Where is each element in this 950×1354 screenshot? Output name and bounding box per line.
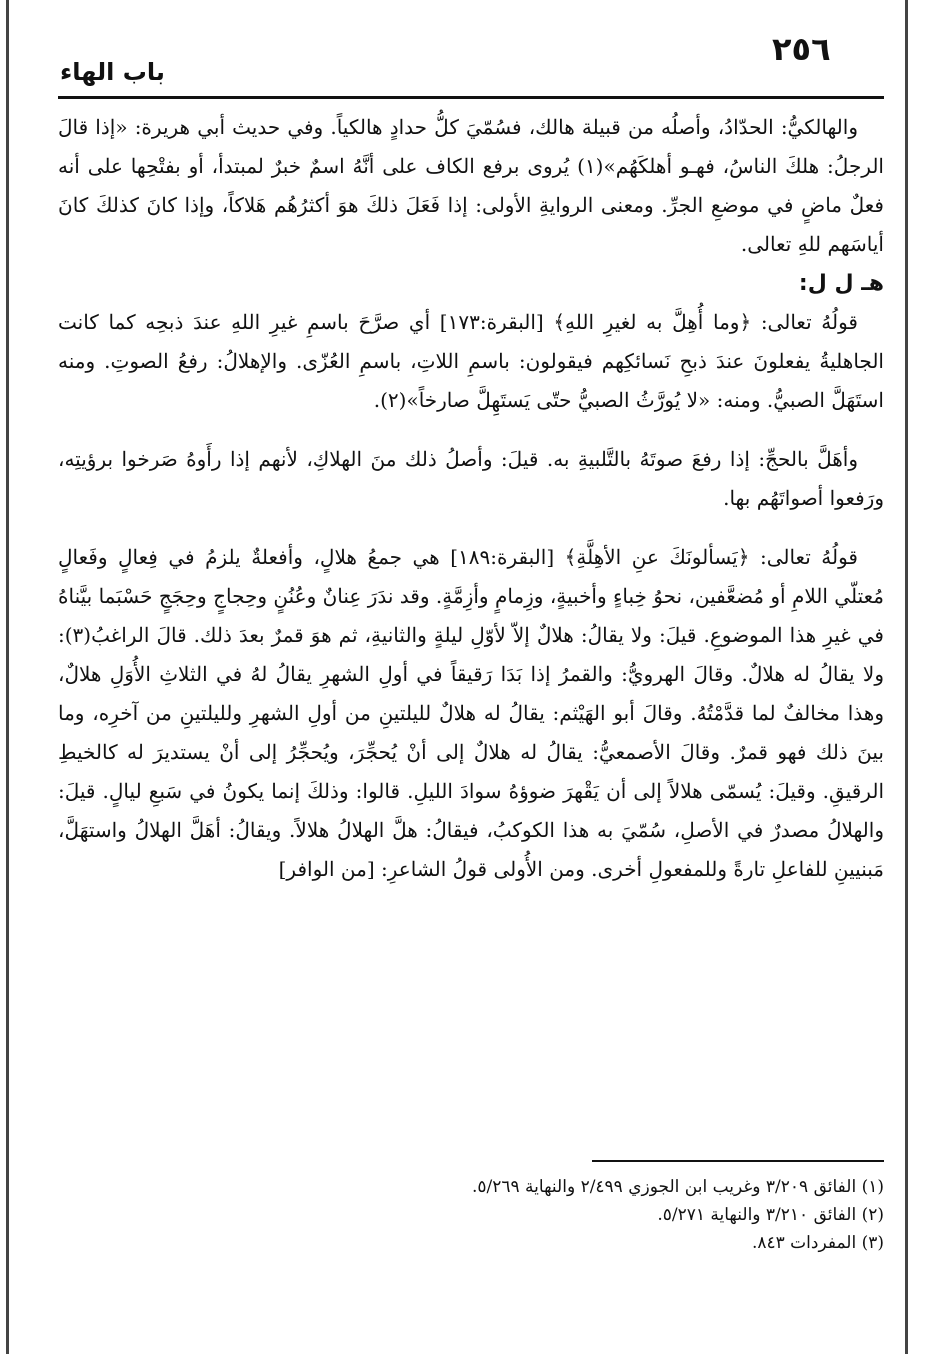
scan-edge-left — [6, 0, 9, 1354]
paragraph-halik: والهالكيُّ: الحدّادُ، وأصلُه من قبيلة هالك، فسُمّيَ كلُّ حدادٍ هالكياً. وفي حديث أبي هريرة: «إذا قالَ الرجلُ: هلكَ الناسُ، فهـو أهلكَهُم»(١) يُروى برفع الكاف على أنَّهُ اسمٌ خبرٌ لمبتدأ، أو بفتْحِها على أنه فعلٌ ماضٍ في موضعِ الجرِّ. ومعنى الروايةِ الأولى: إذا فَعَلَ ذلكَ هوَ أكثرُهُم هَلاكاً، وإذا كانَ كذلكَ كانَ أياسَهم للهِ تعالى. — [58, 115, 884, 256]
page-number: ٢٥٦ — [772, 30, 831, 68]
running-title: باب الهاء — [60, 58, 165, 86]
footnote-2: (٢) الفائق ٣/٢١٠ والنهاية ٥/٢٧١. — [657, 1205, 884, 1225]
main-text — [58, 108, 884, 889]
footnotes — [200, 1173, 884, 1257]
paragraph-gap — [58, 420, 884, 440]
section-heading: هـ ل ل: — [798, 271, 884, 296]
scan-edge-right — [905, 0, 908, 1354]
footnote-3: (٣) المفردات ٨٤٣. — [751, 1233, 884, 1253]
footnote-1: (١) الفائق ٣/٢٠٩ وغريب ابن الجوزي ٢/٤٩٩ والنهاية ٥/٢٦٩. — [471, 1177, 884, 1197]
footnote-rule — [592, 1160, 884, 1162]
paragraph-uhilla: قولُهُ تعالى: ﴿وما أُهِلَّ به لغيرِ اللهِ﴾ [البقرة:١٧٣] أي صرَّحَ باسمِ غيرِ اللهِ عندَ ذبحِه كما كانت الجاهليةُ يفعلونَ عندَ ذبحِ نَسائكِهم فيقولون: باسمِ اللاتِ، باسمِ العُزّى. والإهلالُ: رفعُ الصوتِ. ومنه استَهَلَّ الصبيُّ. ومنه: «لا يُورَّثُ الصبيُّ حتّى يَستَهِلَّ صارخاً»(٢). — [58, 310, 884, 412]
header-rule — [58, 96, 884, 99]
paragraph-ahalla-hajj: وأهَلَّ بالحجِّ: إذا رفعَ صوتَهُ بالتَّلبيةِ به. قيلَ: وأصلُ ذلك منَ الهلاكِ، لأنهم إذا رأَوهُ صَرخوا برؤيتِه، ورَفعوا أصواتَهُم بها. — [58, 447, 884, 510]
paragraph-gap — [58, 518, 884, 538]
paragraph-ahilla: قولُهُ تعالى: ﴿يَسألونَكَ عنِ الأهِلَّةِ﴾ [البقرة:١٨٩] هي جمعُ هلالٍ، وأفعلةٌ يلزمُ في فِعالٍ وفَعالٍ مُعتلّي اللامِ أو مُضعَّفين، نحوُ خِباءٍ وأخبيةٍ، وزِمامٍ وأزِمَّةٍ. وقد ندَرَ عِنانٌ وعُنُنٍ وحِجاجٍ وحِجَجٍ حَسْبَما بيَّناهُ في غيرِ هذا الموضوعِ. قيلَ: ولا يقالُ: هلالٌ إلاّ لأوّلِ ليلةٍ والثانيةِ، ثم هوَ قمرٌ بعدَ ذلك. قالَ الراغبُ(٣): ولا يقالُ له هلالٌ. وقالَ الهرويُّ: والقمرُ إذا بَدَا رَقيقاً في أولِ الشهرِ يقالُ لهُ في الثلاثِ الأُوَلِ هلالٌ، وهذا مخالفٌ لما قدَّمْتُهُ. وقالَ أبو الهَيْثم: يقالُ له هلالٌ لليلتينِ من أولِ الشهرِ ولليلتينِ من آخرِه، وما بينَ ذلك فهو قمرٌ. وقالَ الأصمعيُّ: يقالُ له هلالٌ إلى أنْ يُحجِّرَ، ويُحجِّرُ إلى أنْ يستديرَ له كالخيطِ الرقيقِ. وقيلَ: يُسمّى هلالاً إلى أن يَقْهرَ ضوؤهُ سوادَ الليلِ. قالوا: وذلكَ إنما يكونُ في سَبعِ ليالٍ. قيلَ: والهلالُ مصدرٌ في الأصلِ، سُمّيَ به هذا الكوكبُ، فيقالُ: هلَّ الهلالُ هلالاً. ويقالُ: أهَلَّ الهلالُ واستهَلَّ، مَبنيينِ للفاعلِ تارةً وللمفعولِ أخرى. ومن الأُولى قولُ الشاعرِ: [من الوافر] — [58, 545, 884, 881]
